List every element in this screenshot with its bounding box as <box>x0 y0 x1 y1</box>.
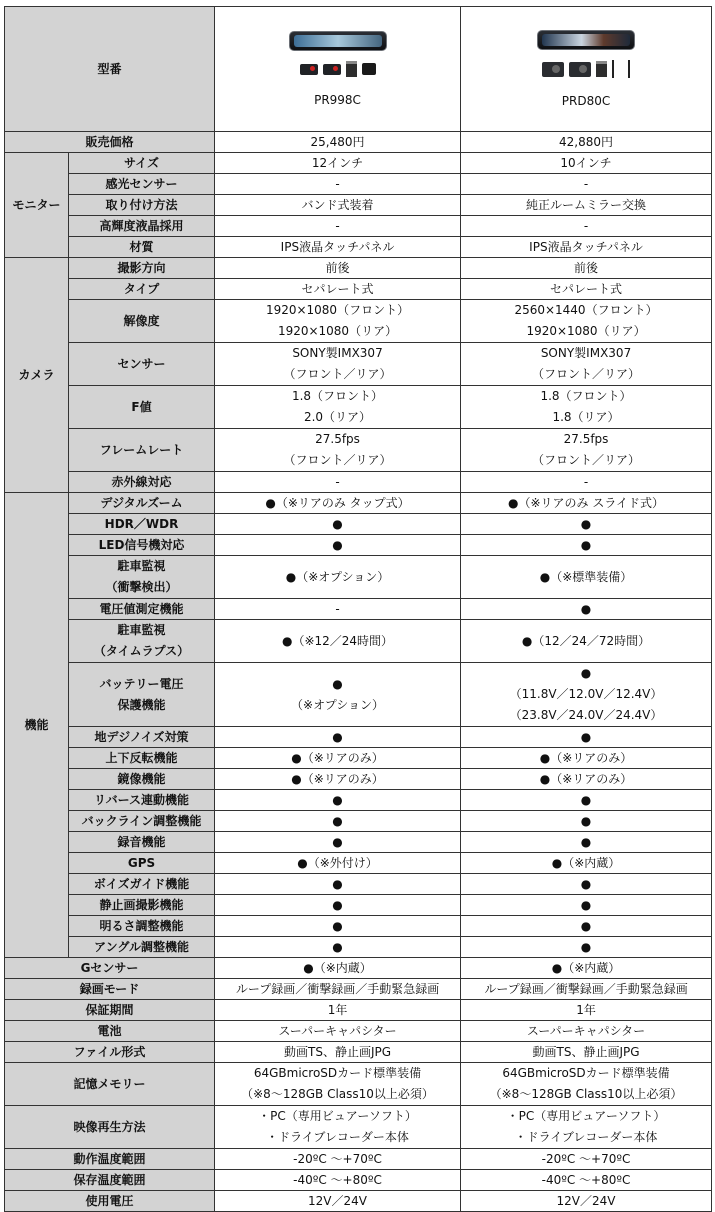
table-row <box>5 1191 712 1212</box>
cell-value: ● <box>461 535 712 556</box>
cell-value: ● <box>215 535 461 556</box>
row-label: 上下反転機能 <box>69 748 215 769</box>
table-row <box>5 832 712 853</box>
cell-line: （23.8V／24.0V／24.4V） <box>509 708 663 722</box>
cell-value <box>461 663 712 727</box>
row-label-line: 駐車監視 <box>117 559 166 573</box>
cell-value: 動画TS、静止画JPG <box>215 1042 461 1063</box>
table-row <box>5 386 712 429</box>
cell-value <box>461 429 712 472</box>
mirror-monitor-image <box>537 30 635 50</box>
cell-line: 27.5fps <box>563 432 609 446</box>
row-label: リバース連動機能 <box>69 790 215 811</box>
table-row <box>5 1106 712 1149</box>
cell-value: スーパーキャパシター <box>461 1021 712 1042</box>
cell-value: ループ録画／衝撃録画／手動緊急録画 <box>215 979 461 1000</box>
cell-line: ・ドライブレコーダー本体 <box>266 1130 409 1144</box>
table-row <box>5 958 712 979</box>
cell-line: 1920×1080（フロント） <box>265 303 410 317</box>
cell-value: ● <box>461 811 712 832</box>
cell-value: -20ºC ～+70ºC <box>215 1149 461 1170</box>
cell-value <box>461 343 712 386</box>
cell-value: ループ録画／衝撃録画／手動緊急録画 <box>461 979 712 1000</box>
cell-line: 1.8（フロント） <box>540 389 632 403</box>
cell-value: バンド式装着 <box>215 195 461 216</box>
row-label-line: （タイムラプス） <box>93 644 190 658</box>
table-row <box>5 429 712 472</box>
cell-value: ● <box>215 811 461 832</box>
cell-value: ●（※リアのみ） <box>215 769 461 790</box>
cell-value: ●（※内蔵） <box>461 853 712 874</box>
table-row <box>5 216 712 237</box>
table-row <box>5 853 712 874</box>
table-row <box>5 1149 712 1170</box>
cell-value: ● <box>215 790 461 811</box>
cell-value: ● <box>215 895 461 916</box>
table-row <box>5 916 712 937</box>
cell-line: （※オプション） <box>291 697 384 712</box>
cell-line: （フロント／リア） <box>532 367 641 381</box>
row-label: 感光センサー <box>69 174 215 195</box>
spec-comparison-table <box>4 6 712 1212</box>
product-name: PR998C <box>314 93 361 107</box>
row-label: 撮影方向 <box>69 258 215 279</box>
cell-line: （※8～128GB Class10以上必須） <box>241 1087 434 1101</box>
table-row <box>5 769 712 790</box>
table-row <box>5 599 712 620</box>
table-row <box>5 237 712 258</box>
group-label-monitor: モニター <box>5 153 69 258</box>
price-value: 25,480円 <box>215 132 461 153</box>
row-label: HDR／WDR <box>69 514 215 535</box>
table-row <box>5 472 712 493</box>
group-label-camera: カメラ <box>5 258 69 493</box>
cell-value: ● <box>461 514 712 535</box>
cell-line: 2.0（リア） <box>303 410 372 424</box>
row-label: 地デジノイズ対策 <box>69 727 215 748</box>
cell-value: ●（※リアのみ スライド式） <box>461 493 712 514</box>
cell-value: 1年 <box>215 1000 461 1021</box>
cell-line: ・PC（専用ビュアーソフト） <box>258 1109 417 1123</box>
product-cell-prd80c <box>461 7 712 132</box>
cell-value: - <box>461 472 712 493</box>
table-row <box>5 556 712 599</box>
cell-value: ● <box>461 832 712 853</box>
table-row <box>5 258 712 279</box>
cell-value: -20ºC ～+70ºC <box>461 1149 712 1170</box>
table-row <box>5 748 712 769</box>
table-row <box>5 663 712 727</box>
accessories-image <box>542 60 630 78</box>
cell-line: （※8～128GB Class10以上必須） <box>489 1087 683 1101</box>
cell-value <box>215 429 461 472</box>
cell-line: 1.8（フロント） <box>291 389 384 403</box>
cell-value <box>215 386 461 429</box>
cell-value <box>461 1063 712 1106</box>
row-label-line: 駐車監視 <box>117 623 166 637</box>
row-label: 録画モード <box>5 979 215 1000</box>
cell-value: ● <box>461 916 712 937</box>
cell-value: ● <box>461 937 712 958</box>
table-row <box>5 1063 712 1106</box>
row-label: フレームレート <box>69 429 215 472</box>
row-label: タイプ <box>69 279 215 300</box>
table-row <box>5 514 712 535</box>
cell-line: ・PC（専用ビュアーソフト） <box>506 1109 666 1123</box>
table-row <box>5 811 712 832</box>
cell-line: 1.8（リア） <box>552 410 620 424</box>
cell-value: スーパーキャパシター <box>215 1021 461 1042</box>
cell-value: - <box>461 174 712 195</box>
cell-line: SONY製IMX307 <box>540 346 632 360</box>
cell-value: ● <box>215 874 461 895</box>
product-image-pr998c <box>217 29 458 109</box>
table-row <box>5 979 712 1000</box>
cell-value <box>215 663 461 727</box>
cell-value: ● <box>215 832 461 853</box>
row-label: ファイル形式 <box>5 1042 215 1063</box>
row-label: 映像再生方法 <box>5 1106 215 1149</box>
cell-line: 1920×1080（リア） <box>526 324 646 338</box>
row-label: 電圧値測定機能 <box>69 599 215 620</box>
row-label: 保証期間 <box>5 1000 215 1021</box>
row-label: バックライン調整機能 <box>69 811 215 832</box>
cell-value: セパレート式 <box>215 279 461 300</box>
cell-value: 1年 <box>461 1000 712 1021</box>
price-value: 42,880円 <box>461 132 712 153</box>
row-label <box>69 556 215 599</box>
table-row <box>5 493 712 514</box>
cell-value: ● <box>461 727 712 748</box>
cell-value: ●（※リアのみ タップ式） <box>215 493 461 514</box>
row-label: Gセンサー <box>5 958 215 979</box>
cell-line: ・ドライブレコーダー本体 <box>514 1130 658 1144</box>
row-label: 静止画撮影機能 <box>69 895 215 916</box>
row-label: 明るさ調整機能 <box>69 916 215 937</box>
row-label <box>69 663 215 727</box>
row-label: 鏡像機能 <box>69 769 215 790</box>
cell-value: ●（※リアのみ） <box>461 769 712 790</box>
cell-value: ●（※リアのみ） <box>215 748 461 769</box>
cell-value <box>461 386 712 429</box>
cell-value: 前後 <box>461 258 712 279</box>
table-row <box>5 1170 712 1191</box>
cell-value: - <box>461 216 712 237</box>
cell-value: -40ºC ～+80ºC <box>461 1170 712 1191</box>
product-cell-pr998c <box>215 7 461 132</box>
cell-value: ● <box>461 790 712 811</box>
cell-value: 動画TS、静止画JPG <box>461 1042 712 1063</box>
cell-value: - <box>215 216 461 237</box>
cell-value: IPS液晶タッチパネル <box>215 237 461 258</box>
cell-value: IPS液晶タッチパネル <box>461 237 712 258</box>
row-label: 材質 <box>69 237 215 258</box>
table-row <box>5 195 712 216</box>
row-label: サイズ <box>69 153 215 174</box>
cell-value: ● <box>461 599 712 620</box>
table-row <box>5 300 712 343</box>
row-label: 電池 <box>5 1021 215 1042</box>
cell-value: ● <box>461 874 712 895</box>
cell-line: 2560×1440（フロント） <box>514 303 658 317</box>
model-label: 型番 <box>5 7 215 132</box>
row-label-line: バッテリー電圧 <box>99 676 184 691</box>
cell-line: （11.8V／12.0V／12.4V） <box>509 687 663 701</box>
cell-value: ● <box>215 514 461 535</box>
cell-value <box>215 1063 461 1106</box>
table-row <box>5 874 712 895</box>
cell-value: ●（※内蔵） <box>215 958 461 979</box>
product-image-prd80c <box>463 28 709 110</box>
cell-value: ●（※標準装備） <box>461 556 712 599</box>
row-label: アングル調整機能 <box>69 937 215 958</box>
cell-line: （フロント／リア） <box>283 367 392 381</box>
cell-value: -40ºC ～+80ºC <box>215 1170 461 1191</box>
cell-line: ● <box>580 666 592 680</box>
row-label: 使用電圧 <box>5 1191 215 1212</box>
cell-value: 純正ルームミラー交換 <box>461 195 712 216</box>
row-label-line: 保護機能 <box>117 697 166 712</box>
cell-value: ●（12／24／72時間） <box>461 620 712 663</box>
cell-value: 12V／24V <box>215 1191 461 1212</box>
cell-value: ●（※12／24時間） <box>215 620 461 663</box>
cell-value <box>461 300 712 343</box>
table-row <box>5 7 712 132</box>
cell-line: ● <box>332 676 343 691</box>
accessories-image <box>300 61 376 77</box>
cell-value: ●（※リアのみ） <box>461 748 712 769</box>
row-label: 販売価格 <box>5 132 215 153</box>
row-label: 赤外線対応 <box>69 472 215 493</box>
cell-value: ● <box>461 895 712 916</box>
table-row <box>5 174 712 195</box>
table-row <box>5 1000 712 1021</box>
table-row <box>5 1042 712 1063</box>
product-name: PRD80C <box>561 94 611 108</box>
row-label-line: （衝撃検出） <box>105 580 178 594</box>
group-label-function: 機能 <box>5 493 69 958</box>
cell-value: ●（※外付け） <box>215 853 461 874</box>
table-row <box>5 937 712 958</box>
cell-value: ● <box>215 727 461 748</box>
row-label: センサー <box>69 343 215 386</box>
table-row <box>5 790 712 811</box>
cell-line: （フロント／リア） <box>532 453 641 467</box>
cell-value: セパレート式 <box>461 279 712 300</box>
cell-value: - <box>215 472 461 493</box>
cell-value: - <box>215 174 461 195</box>
table-row <box>5 132 712 153</box>
cell-value <box>215 1106 461 1149</box>
cell-value <box>215 343 461 386</box>
row-label: 動作温度範囲 <box>5 1149 215 1170</box>
cell-value: ● <box>215 916 461 937</box>
row-label: 記憶メモリー <box>5 1063 215 1106</box>
cell-value: ● <box>215 937 461 958</box>
row-label: 高輝度液晶採用 <box>69 216 215 237</box>
cell-value <box>215 300 461 343</box>
table-row <box>5 535 712 556</box>
cell-line: 64GBmicroSDカード標準装備 <box>253 1066 422 1080</box>
row-label: デジタルズーム <box>69 493 215 514</box>
row-label: 解像度 <box>69 300 215 343</box>
cell-value: ●（※内蔵） <box>461 958 712 979</box>
cell-value: 12V／24V <box>461 1191 712 1212</box>
cell-value: - <box>215 599 461 620</box>
cell-value <box>461 1106 712 1149</box>
table-row <box>5 1021 712 1042</box>
table-row <box>5 620 712 663</box>
cell-line: 64GBmicroSDカード標準装備 <box>502 1066 670 1080</box>
table-row <box>5 153 712 174</box>
cell-value: 10インチ <box>461 153 712 174</box>
row-label: LED信号機対応 <box>69 535 215 556</box>
table-row <box>5 279 712 300</box>
row-label: F値 <box>69 386 215 429</box>
row-label: 取り付け方法 <box>69 195 215 216</box>
cell-line: 27.5fps <box>315 432 360 446</box>
cell-line: SONY製IMX307 <box>292 346 383 360</box>
cell-line: （フロント／リア） <box>283 453 392 467</box>
cell-value: 前後 <box>215 258 461 279</box>
mirror-monitor-image <box>289 31 387 51</box>
table-row <box>5 895 712 916</box>
cell-line: 1920×1080（リア） <box>277 324 398 338</box>
row-label <box>69 620 215 663</box>
row-label: 保存温度範囲 <box>5 1170 215 1191</box>
row-label: ボイズガイド機能 <box>69 874 215 895</box>
row-label: 録音機能 <box>69 832 215 853</box>
table-row <box>5 727 712 748</box>
cell-value: ●（※オプション） <box>215 556 461 599</box>
table-row <box>5 343 712 386</box>
row-label: GPS <box>69 853 215 874</box>
cell-value: 12インチ <box>215 153 461 174</box>
